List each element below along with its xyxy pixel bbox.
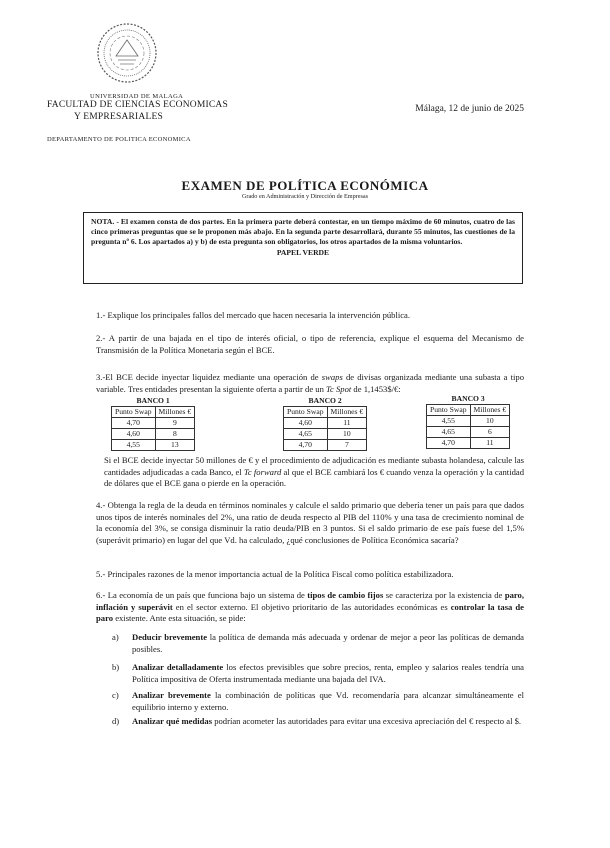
table-row (284, 440, 367, 451)
subitem-letter: a) (112, 632, 119, 642)
subitem-text: los efectos previsibles que sobre precios, renta, empleo y salarios reales tendría una Política impositiva de Oferta instrumentada mediante una bajada del IVA. (132, 662, 524, 684)
subitem-bold: Analizar qué medidas (132, 716, 213, 726)
millions-value: 8 (155, 429, 195, 440)
millions-value: 10 (327, 429, 367, 440)
table-row (427, 416, 510, 427)
exam-title: EXAMEN DE POLÍTICA ECONÓMICA (181, 178, 429, 193)
subitem-d (112, 716, 524, 728)
millions-value: 10 (470, 416, 510, 427)
university-name: UNIVERSIDAD DE MALAGA (90, 93, 184, 100)
col-header-millions: Millones € (470, 405, 510, 416)
q6-part-c: se caracteriza por la existencia de (383, 590, 505, 600)
subitem-text: podrían acometer las autoridades para evitar una excesiva apreciación del € respecto al $. (212, 716, 522, 726)
question-4: 4.- Obtenga la regla de la deuda en términos nominales y calcule el saldo primario que debería tener un país para que dados unos tipos de interés nominales del 2%, una ratio de deuda respecto al PIB del 110% y una tasa de crecimiento nominal de la economía del 3%, se consiga disminuir la ratio deuda/PIB en 3 puntos. Si el saldo primario de ese país fuese del 1,5% (superávit primario) en lugar del que Vd. ha calculado, ¿qué conclusiones de Política Económica sacaría? (96, 500, 524, 545)
swap-point: 4,55 (112, 440, 156, 451)
swap-point: 4,70 (112, 418, 156, 429)
question-6-intro (96, 590, 524, 625)
millions-value: 11 (470, 438, 510, 449)
subitem-b (112, 662, 524, 685)
table-row (112, 418, 195, 429)
q3-task-part-b: al que el BCE cambiará los € cuando venza la operación y la cantidad de dólares que el BCE gana o pierde en la operación. (104, 466, 524, 489)
q6-unemployment-inflation: paro, inflación y superávit (96, 590, 524, 612)
millions-value: 13 (155, 440, 195, 451)
q6-part-e: en el sector externo. El objetivo prioritario de las autoridades económicas es (172, 601, 451, 612)
subitem-a (112, 632, 524, 655)
table-row (284, 418, 367, 429)
q6-control-unemployment: controlar la tasa de paro (96, 601, 524, 624)
millions-value: 11 (327, 418, 367, 429)
question-1: 1.- Explique los principales fallos del mercado que hacen necesaria la intervención pública. (96, 310, 411, 320)
bank-name: BANCO 1 (112, 396, 195, 407)
subitem-letter: c) (112, 690, 119, 700)
q3-task-part-a: Si el BCE decide inyectar 50 millones de € y el procedimiento de adjudicación es mediante subasta holandesa, calcule las cantidades adjudicadas a cada Banco, el (104, 455, 524, 477)
table-row (112, 440, 195, 451)
exam-date: Málaga, 12 de junio de 2025 (415, 104, 524, 114)
q6-part-a: 6.- La economía de un país que funciona bajo un sistema de (96, 590, 308, 600)
millions-value: 6 (470, 427, 510, 438)
q3-intro-swaps: swaps (321, 372, 343, 382)
subitem-text: la combinación de políticas que Vd. recomendaría para alcanzar simultáneamente el equilibrio interno y externo. (132, 690, 524, 712)
department-name: DEPARTAMENTO DE POLITICA ECONOMICA (47, 136, 191, 143)
q3-intro-spot: Tc Spot (326, 383, 352, 394)
q6-fixed-exchange: tipos de cambio fijos (307, 590, 384, 600)
q3-task-forward: Tc forward (243, 466, 282, 477)
bank-1-table (111, 396, 195, 451)
swap-point: 4,70 (284, 440, 328, 451)
col-header-millions: Millones € (327, 407, 367, 418)
subitem-text: la política de demanda más adecuada y ordenar de mejor a peor las políticas de demanda posibles. (132, 632, 524, 654)
bank-name: BANCO 3 (427, 394, 510, 405)
subitem-bold: Analizar detalladamente (132, 662, 224, 672)
question-2: 2.- A partir de una bajada en el tipo de interés oficial, o tipo de referencia, explique el esquema del Mecanismo de Transmisión de la Política Monetaria según el BCE. (96, 333, 524, 355)
subitem-letter: d) (112, 716, 120, 726)
exam-note-box (83, 212, 523, 284)
q3-intro-part-b: de divisas organizada mediante una subasta a tipo variable. Tres entidades presentan la siguiente oferta a partir de un (96, 372, 524, 394)
swap-point: 4,70 (427, 438, 471, 449)
subitem-bold: Deducir brevemente (132, 632, 208, 642)
subitem-c (112, 690, 524, 713)
subitem-bold: Analizar brevemente (132, 690, 211, 700)
q3-intro-part-a: 3.-El BCE decide inyectar liquidez mediante una operación de (96, 372, 322, 382)
exam-subtitle: Grado en Administración y Dirección de Empresas (241, 193, 369, 200)
subitem-letter: b) (112, 662, 120, 672)
swap-point: 4,60 (112, 429, 156, 440)
millions-value: 7 (327, 440, 367, 451)
bank-3-table (426, 394, 510, 449)
q6-part-g: existente. Ante esta situación, se pide: (113, 613, 246, 624)
swap-point: 4,60 (284, 418, 328, 429)
col-header-millions: Millones € (155, 407, 195, 418)
col-header-swap: Punto Swap (427, 405, 471, 416)
faculty-name-line2: Y EMPRESARIALES (74, 112, 163, 122)
q3-intro-part-c: de 1,1453$/€: (351, 383, 401, 394)
bank-name: BANCO 2 (284, 396, 367, 407)
col-header-swap: Punto Swap (284, 407, 328, 418)
question-5: 5.- Principales razones de la menor importancia actual de la Política Fiscal como política estabilizadora. (96, 569, 454, 579)
question-3-intro (96, 372, 524, 395)
table-row (112, 429, 195, 440)
table-row (427, 438, 510, 449)
faculty-name: FACULTAD DE CIENCIAS ECONOMICAS (47, 100, 228, 110)
swap-point: 4,55 (427, 416, 471, 427)
col-header-swap: Punto Swap (112, 407, 156, 418)
question-3-task (104, 455, 524, 490)
millions-value: 9 (155, 418, 195, 429)
note-text: NOTA. - El examen consta de dos partes. En la primera parte deberá contestar, en un tiempo máximo de 60 minutos, cuatro de las cinco primeras preguntas que se le proponen más abajo. En la segunda parte desarrollará, durante 55 minutos, las cuestiones de la pregunta nº 6. Los apartados a) y b) de esta pregunta son obligatorios, los otros apartados de la misma voluntarios. (91, 217, 515, 247)
paper-color-label: PAPEL VERDE (276, 247, 330, 257)
table-row (427, 427, 510, 438)
swap-point: 4,65 (427, 427, 471, 438)
bank-2-table (283, 396, 367, 451)
university-seal-logo (96, 22, 158, 84)
swap-point: 4,65 (284, 429, 328, 440)
table-row (284, 429, 367, 440)
